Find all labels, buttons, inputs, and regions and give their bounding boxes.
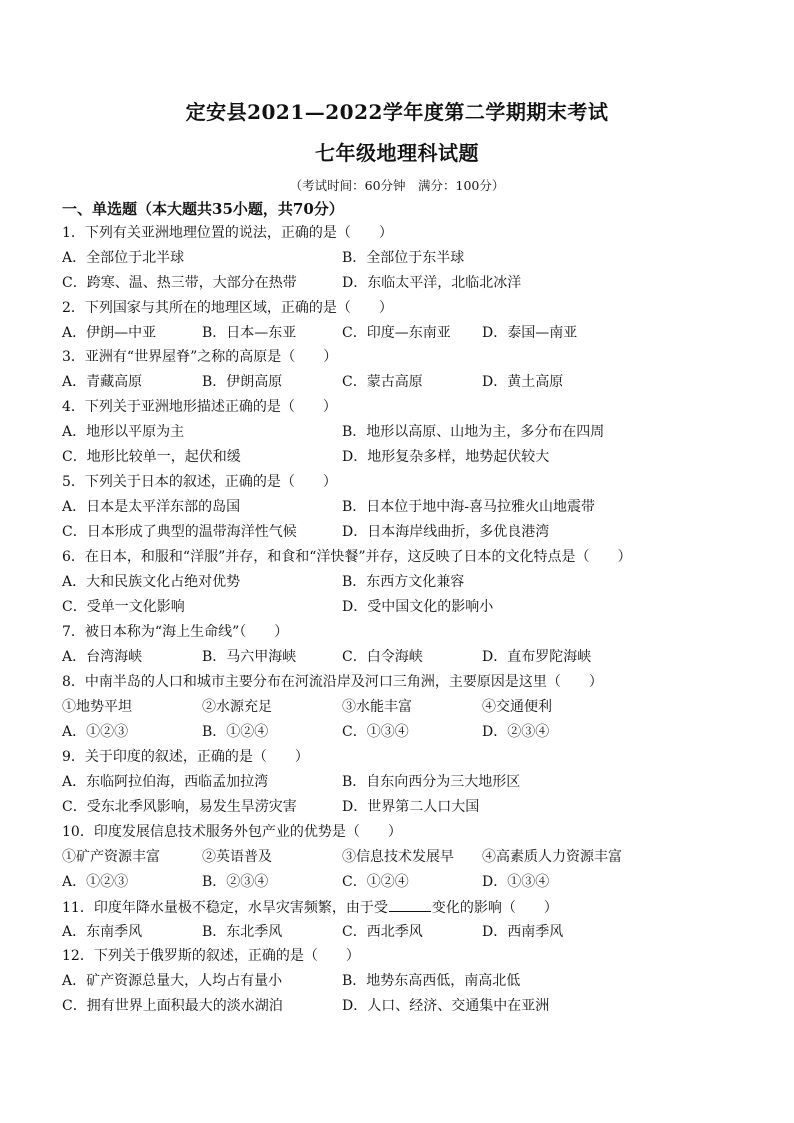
option-d: D．东临太平洋，北临北冰洋 — [342, 275, 522, 291]
question-12-stem: 12．下列关于俄罗斯的叙述，正确的是（ ） — [62, 948, 360, 964]
statement-item: ①矿产资源丰富 — [62, 849, 160, 865]
option-c: C．地形比较单一，起伏和缓 — [62, 449, 241, 465]
statement-item: ②英语普及 — [202, 849, 272, 865]
option-b: B．日本位于地中海-喜马拉雅火山地震带 — [342, 499, 596, 515]
option-c: C．印度—东南亚 — [342, 325, 451, 341]
option-d: D．地形复杂多样，地势起伏较大 — [342, 449, 550, 465]
option-c: C．①③④ — [342, 724, 409, 740]
option-d: D．日本海岸线曲折，多优良港湾 — [342, 524, 550, 540]
question-2-stem: 2．下列国家与其所在的地理区域，正确的是（ ） — [62, 300, 393, 316]
option-b: B．地形以高原、山地为主，多分布在四周 — [342, 424, 605, 440]
option-d: D．直布罗陀海峡 — [482, 649, 592, 665]
question-4-stem: 4．下列关于亚洲地形描述正确的是（ ） — [62, 399, 337, 415]
question-10-stem: 10．印度发展信息技术服务外包产业的优势是（ ） — [62, 824, 402, 840]
option-d: D．人口、经济、交通集中在亚洲 — [342, 998, 550, 1014]
question-1-stem: 1．下列有关亚洲地理位置的说法，正确的是（ ） — [62, 225, 393, 241]
option-d: D．①③④ — [482, 874, 550, 890]
exam-subtitle: 七年级地理科试题 — [315, 141, 479, 165]
option-b: B．自东向西分为三大地形区 — [342, 774, 521, 790]
option-c: C．蒙古高原 — [342, 374, 423, 390]
statement-item: ③水能丰富 — [342, 699, 412, 715]
option-d: D．黄土高原 — [482, 374, 564, 390]
question-11-stem — [62, 897, 558, 917]
answer-blank — [389, 897, 431, 912]
exam-meta: （考试时间：60分钟 满分：100分） — [289, 178, 505, 193]
option-d: D．世界第二人口大国 — [342, 799, 480, 815]
question-8-stem: 8．中南半岛的人口和城市主要分布在河流沿岸及河口三角洲，主要原因是这里（ ） — [62, 674, 603, 690]
option-d: D．西南季风 — [482, 924, 564, 940]
option-c: C．西北季风 — [342, 924, 423, 940]
question-9-stem: 9．关于印度的叙述，正确的是（ ） — [62, 749, 309, 765]
option-c: C．受单一文化影响 — [62, 599, 185, 615]
option-b: B．伊朗高原 — [202, 374, 283, 390]
option-b: B．日本—东亚 — [202, 325, 297, 341]
question-6-stem: 6．在日本，和服和“洋服”并存，和食和“洋快餐”并存，这反映了日本的文化特点是（ ） — [62, 549, 632, 565]
statement-item: ④高素质人力资源丰富 — [482, 849, 622, 865]
option-a: A．东南季风 — [62, 924, 143, 940]
option-d: D．泰国—南亚 — [482, 325, 578, 341]
statement-item: ②水源充足 — [202, 699, 272, 715]
option-c: C．受东北季风影响，易发生旱涝灾害 — [62, 799, 297, 815]
option-c: C．①②④ — [342, 874, 409, 890]
option-b: B．东北季风 — [202, 924, 283, 940]
statement-item: ③信息技术发展早 — [342, 849, 454, 865]
question-3-stem: 3．亚洲有“世界屋脊”之称的高原是（ ） — [62, 349, 338, 365]
question-5-stem: 5．下列关于日本的叙述，正确的是（ ） — [62, 474, 337, 490]
option-c: C．白令海峡 — [342, 649, 423, 665]
option-c: C．拥有世界上面积最大的淡水湖泊 — [62, 998, 283, 1014]
statement-item: ④交通便利 — [482, 699, 552, 715]
question-11-stem-before: 11．印度年降水量极不稳定，水旱灾害频繁，由于受 — [62, 900, 388, 916]
option-a: A．大和民族文化占绝对优势 — [62, 574, 241, 590]
option-b: B．全部位于东半球 — [342, 250, 465, 266]
option-c: C．跨寒、温、热三带，大部分在热带 — [62, 275, 297, 291]
option-a: A．东临阿拉伯海，西临孟加拉湾 — [62, 774, 269, 790]
option-b: B．地势东高西低，南高北低 — [342, 973, 521, 989]
option-a: A．台湾海峡 — [62, 649, 143, 665]
option-b: B．①②④ — [202, 724, 269, 740]
option-a: A．①②③ — [62, 874, 129, 890]
option-c: C．日本形成了典型的温带海洋性气候 — [62, 524, 297, 540]
option-d: D．受中国文化的影响小 — [342, 599, 494, 615]
question-7-stem: 7．被日本称为“海上生命线”（ ） — [62, 624, 289, 640]
option-a: A．地形以平原为主 — [62, 424, 185, 440]
option-a: A．①②③ — [62, 724, 129, 740]
exam-title: 定安县2021—2022学年度第二学期期末考试 — [185, 100, 609, 124]
option-a: A．全部位于北半球 — [62, 250, 185, 266]
option-b: B．马六甲海峡 — [202, 649, 297, 665]
option-a: A．伊朗—中亚 — [62, 325, 157, 341]
section-heading: 一、单选题（本大题共35小题，共70分） — [62, 200, 344, 218]
option-d: D．②③④ — [482, 724, 550, 740]
question-11-stem-after: 变化的影响（ ） — [431, 900, 558, 916]
option-b: B．②③④ — [202, 874, 269, 890]
option-a: A．矿产资源总量大，人均占有量小 — [62, 973, 283, 989]
option-a: A．青藏高原 — [62, 374, 143, 390]
option-a: A．日本是太平洋东部的岛国 — [62, 499, 241, 515]
option-b: B．东西方文化兼容 — [342, 574, 465, 590]
statement-item: ①地势平坦 — [62, 699, 132, 715]
